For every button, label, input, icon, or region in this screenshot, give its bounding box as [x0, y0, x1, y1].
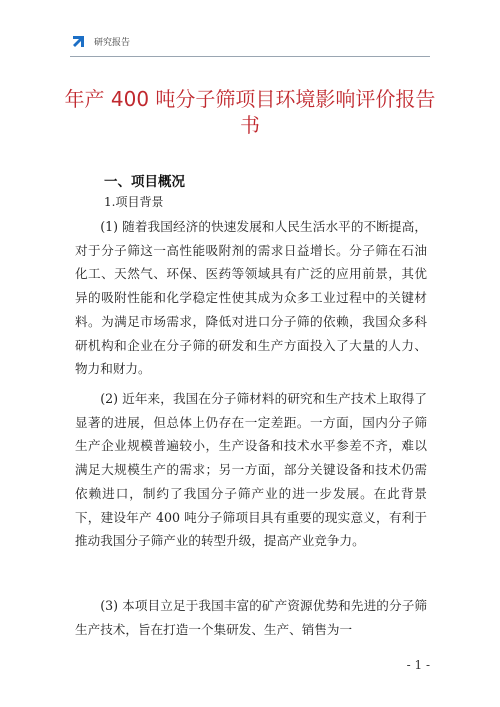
- paragraph-1: (1) 随着我国经济的快速发展和人民生活水平的不断提高，对于分子筛这一高性能吸附剂的需求日益增长。分子筛在石油化工、天然气、环保、医药等领域具有广泛的应用前景，其优异的吸附性能和化学稳定性使其成为众多工业过程中的关键材料。为满足市场需求，降低对进口分子筛的依赖，我国众多科研机构和企业在分子筛的研发和生产方面投入了大量的人力、物力和财力。: [75, 219, 427, 377]
- section-heading: 一、项目概况: [104, 174, 185, 190]
- paragraph-3: (3) 本项目立足于我国丰富的矿产资源优势和先进的分子筛生产技术，旨在打造一个集研发、生产、销售为一: [75, 598, 427, 637]
- header-label: 研究报告: [94, 37, 131, 48]
- page-number: - 1 -: [406, 658, 430, 672]
- header-divider: [70, 56, 430, 57]
- report-header: [70, 32, 130, 50]
- document-title: 年产 400 吨分子筛项目环境影响评价报告书: [64, 87, 436, 137]
- subsection-heading: 1.项目背景: [104, 195, 164, 209]
- paragraph-2: (2) 近年来，我国在分子筛材料的研究和生产技术上取得了显著的进展，但总体上仍存在一定差距。一方面，国内分子筛生产企业规模普遍较小，生产设备和技术水平参差不齐，难以满足大规模生产的需求；另一方面，部分关键设备和技术仍需依赖进口，制约了我国分子筛产业的进一步发展。在此背景下，建设年产 400 吨分子筛项目具有重要的现实意义，有利于推动我国分子筛产业的转型升级，提高产业竞争力。: [75, 391, 427, 549]
- arrow-up-right-icon: [70, 32, 88, 50]
